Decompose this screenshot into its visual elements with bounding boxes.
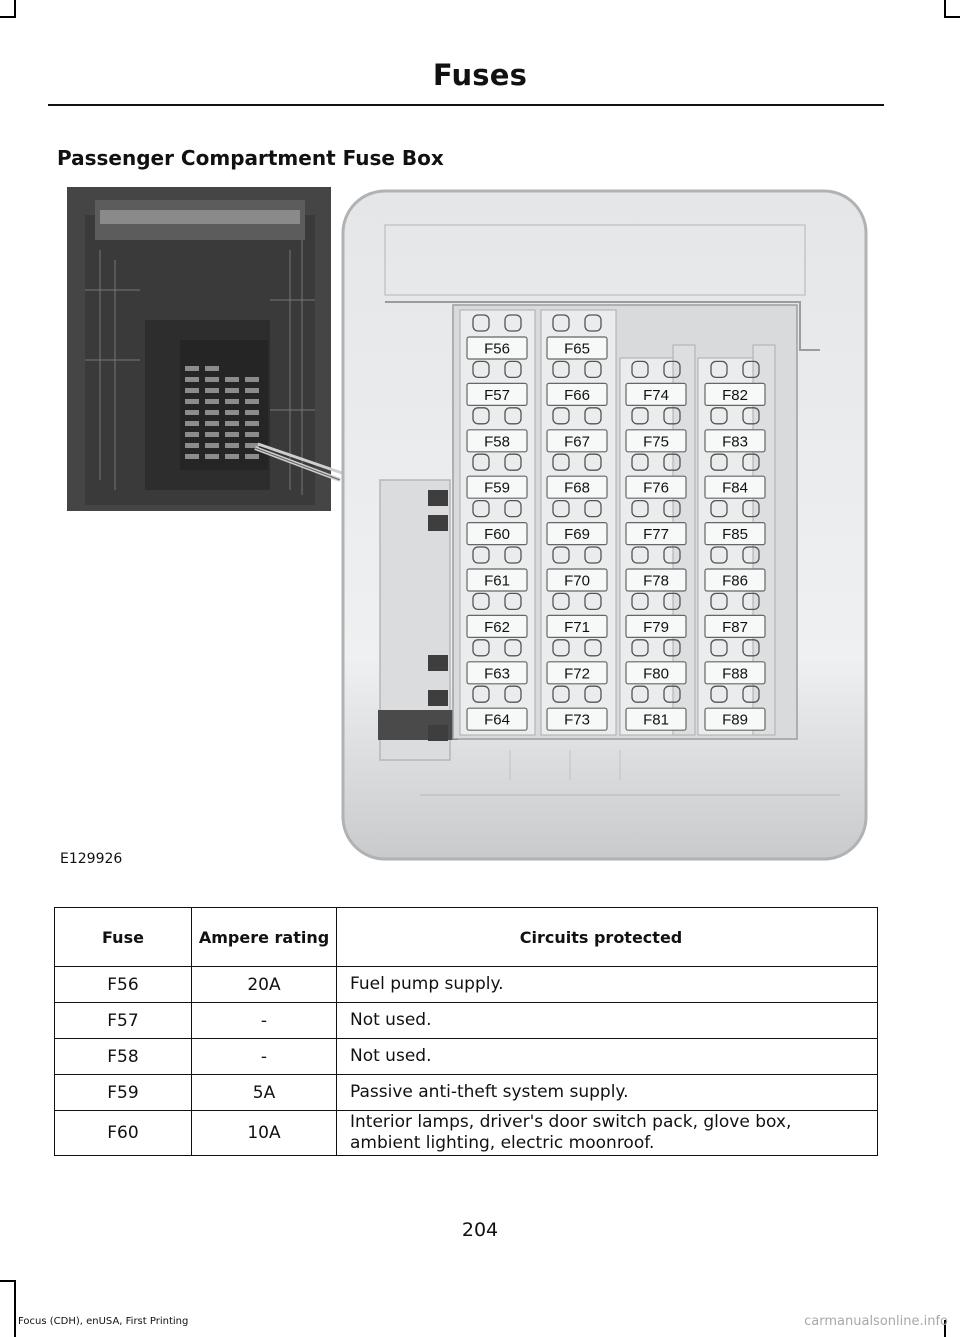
fuse-label: F88: [722, 665, 748, 683]
section-title: Passenger Compartment Fuse Box: [57, 146, 444, 170]
fuse-label: F66: [564, 386, 590, 404]
crop-mark: [14, 1280, 16, 1337]
crop-mark: [944, 16, 960, 18]
cell-circuits: Passive anti-theft system supply.: [337, 1075, 878, 1111]
page-footer: Focus (CDH), enUSA, First Printing: [18, 1316, 189, 1327]
page-number: 204: [461, 1219, 499, 1241]
crop-mark: [0, 1280, 16, 1282]
fuse-label: F59: [484, 479, 510, 497]
fuse-label: F76: [643, 479, 669, 497]
fuse-label: F69: [564, 526, 590, 544]
fuse-label: F89: [722, 711, 748, 729]
cell-ampere: -: [192, 1003, 337, 1039]
fuse-label: F64: [484, 711, 510, 729]
fuse-label: F57: [484, 386, 510, 404]
fuse-label: F82: [722, 386, 748, 404]
table-row: [55, 967, 878, 1003]
fuse-label: F71: [564, 618, 590, 636]
cell-circuits: Not used.: [337, 1039, 878, 1075]
fuse-label: F58: [484, 433, 510, 451]
crop-mark: [0, 16, 16, 18]
cell-circuits: Interior lamps, driver's door switch pack, glove box, ambient lighting, electric moonroof.: [337, 1111, 878, 1156]
fuse-label: F80: [643, 665, 669, 683]
watermark: carmanualsonline.info: [804, 1314, 948, 1329]
header-divider: [48, 104, 884, 106]
fuse-label: F84: [722, 479, 748, 497]
col-header-ampere: Ampere rating: [192, 908, 337, 967]
fuse-label: F70: [564, 572, 590, 590]
cell-fuse: F58: [55, 1039, 192, 1075]
fuse-label: F73: [564, 711, 590, 729]
cell-circuits: Fuel pump supply.: [337, 967, 878, 1003]
cell-fuse: F60: [55, 1111, 192, 1156]
fuse-label: F79: [643, 618, 669, 636]
fuse-label: F63: [484, 665, 510, 683]
fuse-table: [54, 907, 878, 1156]
fuse-box-enlarged: [343, 191, 866, 859]
cell-ampere: -: [192, 1039, 337, 1075]
table-row: [55, 1075, 878, 1111]
cell-ampere: 5A: [192, 1075, 337, 1111]
cell-ampere: 20A: [192, 967, 337, 1003]
fuse-label: F77: [643, 526, 669, 544]
fuse-label: F72: [564, 665, 590, 683]
fuse-label: F65: [564, 340, 590, 358]
fuse-box-diagram: [40, 180, 880, 880]
cell-ampere: 10A: [192, 1111, 337, 1156]
fuse-label: F75: [643, 433, 669, 451]
table-header-row: [55, 908, 878, 967]
fuse-label: F67: [564, 433, 590, 451]
fuse-label: F61: [484, 572, 510, 590]
figure-code: E129926: [60, 851, 123, 867]
fuse-label: F68: [564, 479, 590, 497]
fuse-label: F81: [643, 711, 669, 729]
fuse-label: F86: [722, 572, 748, 590]
table-row: [55, 1003, 878, 1039]
fuse-label: F74: [643, 386, 669, 404]
fuse-label: F78: [643, 572, 669, 590]
cell-circuits: Not used.: [337, 1003, 878, 1039]
fuse-label: F62: [484, 618, 510, 636]
fuse-label: F87: [722, 618, 748, 636]
cell-fuse: F59: [55, 1075, 192, 1111]
table-row: [55, 1111, 878, 1156]
table-row: [55, 1039, 878, 1075]
fuse-label: F83: [722, 433, 748, 451]
cell-fuse: F57: [55, 1003, 192, 1039]
col-header-circuits: Circuits protected: [337, 908, 878, 967]
fuse-label: F60: [484, 526, 510, 544]
col-header-fuse: Fuse: [55, 908, 192, 967]
fuse-label: F85: [722, 526, 748, 544]
page-header-title: Fuses: [432, 58, 528, 92]
fuse-label: F56: [484, 340, 510, 358]
cell-fuse: F56: [55, 967, 192, 1003]
